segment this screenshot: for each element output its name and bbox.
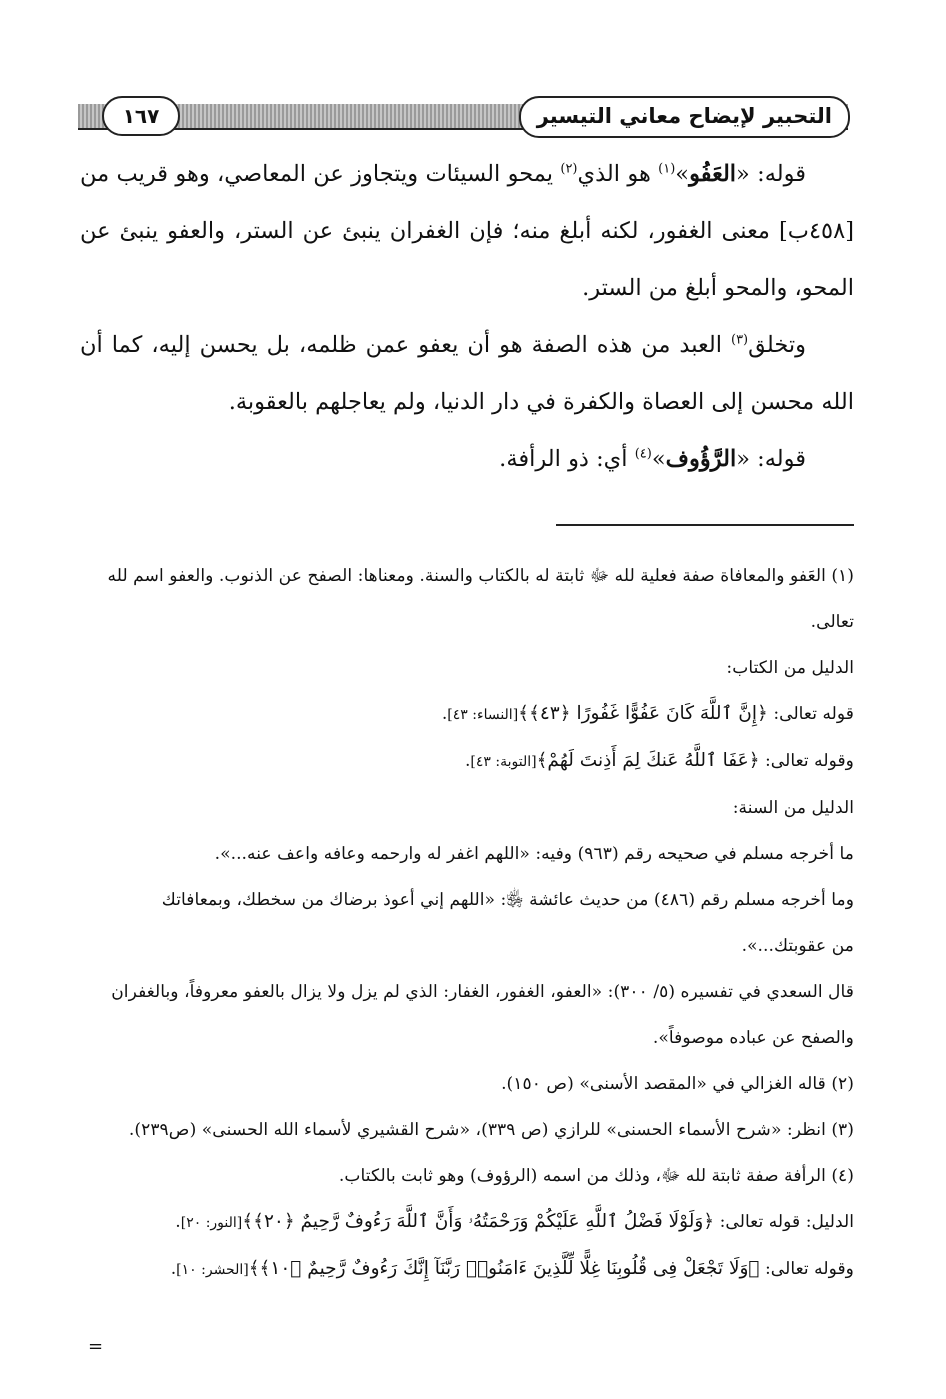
text: »: [651, 446, 666, 472]
footnotes: [80, 558, 854, 1288]
text: .: [464, 751, 471, 771]
footnote-1-quote-cont: والصفح عن عباده موصوفاً».: [652, 1028, 854, 1048]
page-number: ١٦٧: [102, 96, 180, 136]
text: قوله: «: [736, 161, 807, 187]
footnote-2: (٢) قاله الغزالي في «المقصد الأسنى» (ص ١٥٠).: [501, 1074, 854, 1094]
footnote-3: (٣) انظر: «شرح الأسماء الحسنى» للرازي (ص ٣٣٩)، «شرح القشيري لأسماء الله الحسنى» (ص٢٣٩).: [128, 1120, 854, 1140]
footnote-4-ayah: [80, 1251, 854, 1288]
footnote-1-hadith-cont: من عقوبتك...».: [741, 936, 854, 956]
text: .: [170, 1259, 177, 1279]
quran-ayah: ﴿عَفَا ٱللَّهُ عَنكَ لِمَ أَذِنتَ لَهُمْ﴾: [536, 750, 760, 771]
footnote-1-heading-sunnah: الدليل من السنة:: [732, 798, 854, 818]
footnote-ref-3: (٣): [730, 332, 749, 348]
main-text: [80, 146, 854, 488]
text: يمحو السيئات ويتجاوز عن المعاصي، وهو قريب من [٤٥٨ب] معنى الغفور، لكنه أبلغ منه؛ فإن الغفران ينبئ عن الستر، والعفو ينبئ عن المحو، والمحو أبلغ من الستر.: [80, 161, 854, 301]
text: »: [675, 161, 690, 187]
footnote-ref-2: (٢): [560, 161, 578, 177]
footnote-1-hadith: ما أخرجه مسلم في صحيحه رقم (٩٦٣) وفيه: «اللهم اغفر له وارحمه وعافه واعف عنه...».: [214, 844, 854, 864]
quran-ayah: ﴿وَلَوْلَا فَضْلُ ٱللَّهِ عَلَيْكُمْ وَرَحْمَتُهُۥ وَأَنَّ ٱللَّهَ رَءُوفٌ رَّحِيمٌ ﴿٢٠﴾﴾: [242, 1211, 715, 1232]
paragraph-takhalluq: [80, 317, 854, 431]
term-al-afuw: العَفُو: [689, 161, 737, 187]
footnote-ref-1: (١): [658, 161, 676, 177]
footnote-1-line: (١) العَفو والمعافاة صفة فعلية لله ﷻ ثابتة له بالكتاب والسنة. ومعناها: الصفح عن الذنوب. والعفو اسم لله: [107, 566, 854, 586]
text: .: [441, 704, 448, 724]
footnote-1-line: تعالى.: [810, 612, 854, 632]
text: قوله: «: [736, 446, 806, 472]
footnote-1-quote: قال السعدي في تفسيره (٥/ ٣٠٠): «العفو، الغفور، الغفار: الذي لم يزل ولا يزال بالعفو معروفاً، وبالغفران: [111, 982, 854, 1002]
text: وتخلق: [748, 332, 806, 358]
text: قوله تعالى:: [767, 704, 854, 724]
text: .: [175, 1212, 181, 1232]
term-ar-rauf: الرَّؤُوف: [665, 446, 737, 472]
footnote-1-heading-quran: الدليل من الكتاب:: [726, 658, 854, 678]
footnote-1-ayah: [80, 696, 854, 733]
quran-ayah: ﴿وَلَا تَجْعَلْ فِى قُلُوبِنَا غِلًّا لِّلَّذِينَ ءَامَنُوا۟ رَبَّنَآ إِنَّكَ رَءُوفٌ رَّحِيمٌ ﴿١٠﴾﴾: [248, 1258, 760, 1279]
footnote-separator: [556, 524, 854, 526]
quran-ayah: ﴿إِنَّ ٱللَّهَ كَانَ عَفُوًّا غَفُورًا ﴿٤٣﴾﴾: [518, 703, 768, 724]
footnote-1-hadith: وما أخرجه مسلم رقم (٤٨٦) من حديث عائشة ﵂: «اللهم إني أعوذ برضاك من سخطك، وبمعافاتك: [161, 890, 854, 910]
ayah-reference: [النساء: ٤٣]: [447, 707, 519, 723]
footnote-4-ayah: [80, 1204, 854, 1241]
footnote-4: (٤) الرأفة صفة ثابتة لله ﷻ، وذلك من اسمه (الرؤوف) وهو ثابت بالكتاب.: [338, 1166, 854, 1186]
ayah-reference: [الحشر: ١٠]: [176, 1262, 249, 1278]
text: العبد من هذه الصفة هو أن يعفو عمن ظلمه، بل يحسن إليه، كما أن الله محسن إلى العصاة والكفرة في دار الدنيا، ولم يعاجلهم بالعقوبة.: [80, 332, 854, 415]
text: هو الذي: [577, 161, 659, 187]
footnote-1-ayah: [80, 743, 854, 780]
text: وقوله تعالى:: [759, 1259, 854, 1279]
text: الدليل: قوله تعالى:: [714, 1212, 854, 1232]
text: أي: ذو الرأفة.: [499, 446, 635, 472]
stray-mark: =: [88, 1336, 104, 1357]
ayah-reference: [النور: ٢٠]: [180, 1215, 243, 1231]
paragraph-ar-rauf: [80, 431, 854, 488]
ayah-reference: [التوبة: ٤٣]: [470, 754, 537, 770]
text: وقوله تعالى:: [759, 751, 854, 771]
paragraph-al-afuw: [80, 146, 854, 317]
running-book-title: التحبير لإيضاح معاني التيسير: [519, 96, 850, 138]
footnote-ref-4: (٤): [634, 446, 652, 462]
